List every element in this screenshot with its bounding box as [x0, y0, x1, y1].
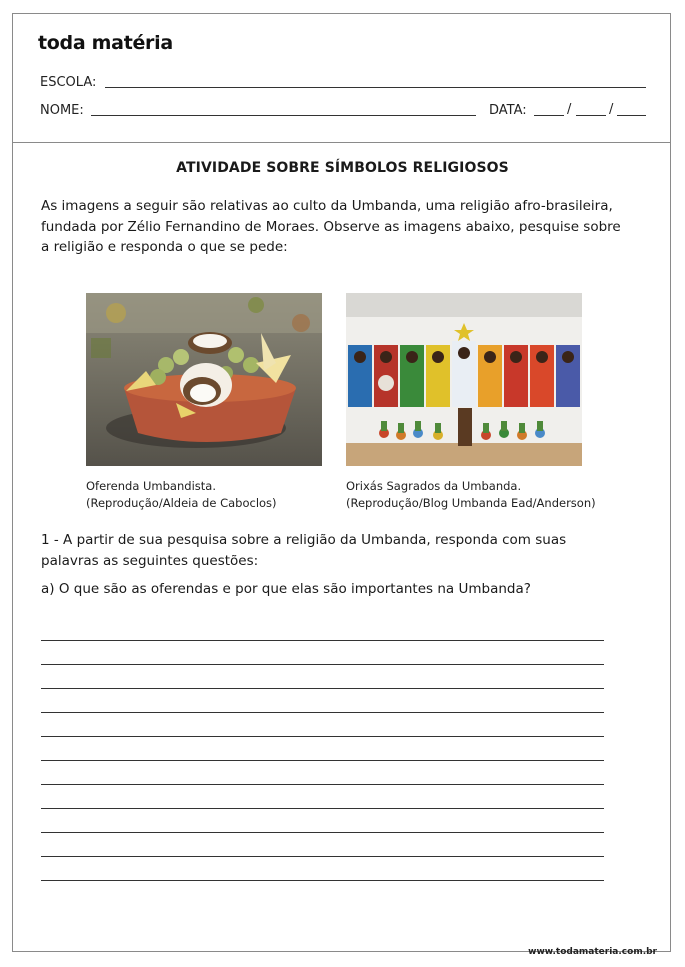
caption-credit: (Reprodução/Aldeia de Caboclos): [86, 496, 277, 510]
caption-title: Orixás Sagrados da Umbanda.: [346, 479, 522, 493]
caption-title: Oferenda Umbandista.: [86, 479, 216, 493]
date-label: DATA:: [489, 103, 527, 118]
answer-line[interactable]: [41, 712, 604, 713]
date-year-field[interactable]: [617, 115, 646, 116]
orixas-caption: [346, 478, 596, 512]
header-divider: [13, 142, 670, 143]
date-day-field[interactable]: [534, 115, 564, 116]
answer-line[interactable]: [41, 640, 604, 641]
answer-line[interactable]: [41, 760, 604, 761]
caption-credit: (Reprodução/Blog Umbanda Ead/Anderson): [346, 496, 596, 510]
intro-paragraph: As imagens a seguir são relativas ao culto da Umbanda, uma religião afro-brasileira, fundada por Zélio Fernandino de Moraes. Observe as imagens abaixo, pesquise sobre a religião e responda o que se pede:: [41, 198, 621, 255]
answer-line[interactable]: [41, 856, 604, 857]
date-separator: /: [567, 102, 572, 117]
school-label: ESCOLA:: [40, 75, 97, 90]
question-1: 1 - A partir de sua pesquisa sobre a religião da Umbanda, responda com suas palavras as seguintes questões:: [41, 532, 567, 569]
answer-line[interactable]: [41, 880, 604, 881]
orixas-photo: [346, 293, 582, 466]
name-label: NOME:: [40, 103, 84, 118]
offering-photo: [86, 293, 322, 466]
question-1a: a) O que são as oferendas e por que elas são importantes na Umbanda?: [41, 581, 531, 597]
date-month-field[interactable]: [576, 115, 606, 116]
page-title: ATIVIDADE SOBRE SÍMBOLOS RELIGIOSOS: [176, 160, 509, 176]
answer-line[interactable]: [41, 784, 604, 785]
answer-line[interactable]: [41, 688, 604, 689]
offering-caption: [86, 478, 277, 512]
name-field[interactable]: [91, 115, 476, 116]
answer-line[interactable]: [41, 736, 604, 737]
school-field[interactable]: [105, 87, 646, 88]
answer-line[interactable]: [41, 808, 604, 809]
logo: toda matéria: [38, 32, 173, 54]
answer-line[interactable]: [41, 664, 604, 665]
footer-url[interactable]: www.todamateria.com.br: [528, 947, 657, 957]
date-separator: /: [609, 102, 614, 117]
answer-line[interactable]: [41, 832, 604, 833]
